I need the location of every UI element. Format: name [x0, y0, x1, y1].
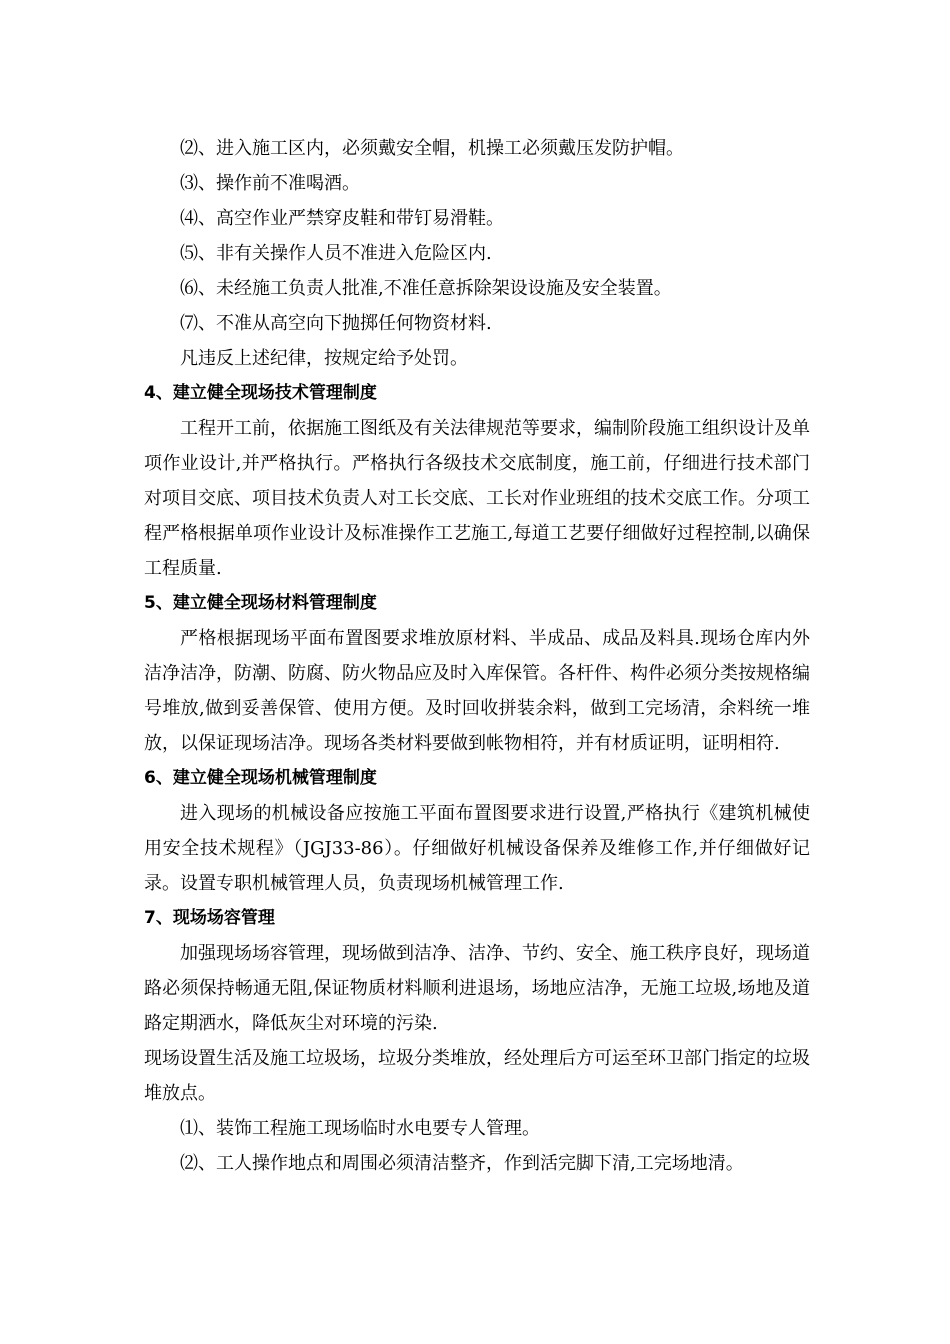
section-7-body: 加强现场场容管理，现场做到洁净、洁净、节约、安全、施工秩序良好，现场道路必须保持畅通无阻,保证物质材料顺利进退场，场地应洁净，无施工垃圾,场地及道路定期洒水，降低灰尘对环境的污染.	[144, 943, 810, 1034]
section-7-item-1: ⑴、装饰工程施工现场临时水电要专人管理。	[180, 1118, 540, 1139]
section-7-heading: 7、现场场容管理	[144, 908, 275, 928]
discipline-item-3: ⑶、操作前不准喝酒。	[180, 173, 360, 194]
discipline-item-5: ⑸、非有关操作人员不准进入危险区内.	[180, 243, 492, 264]
section-5-body: 严格根据现场平面布置图要求堆放原材料、半成品、成品及料具.现场仓库内外洁净洁净，防潮、防腐、防火物品应及时入库保管。各杆件、构件必须分类按规格编号堆放,做到妥善保管、使用方便。及时回收拼装余料，做到工完场清，余料统一堆放，以保证现场洁净。现场各类材料要做到帐物相符，并有材质证明，证明相符.	[144, 628, 810, 754]
section-4-heading: 4、建立健全现场技术管理制度	[144, 383, 377, 403]
section-4-body: 工程开工前，依据施工图纸及有关法律规范等要求，编制阶段施工组织设计及单项作业设计,并严格执行。严格执行各级技术交底制度，施工前，仔细进行技术部门对项目交底、项目技术负责人对工长交底、工长对作业班组的技术交底工作。分项工程严格根据单项作业设计及标准操作工艺施工,每道工艺要仔细做好过程控制,以确保工程质量.	[144, 418, 810, 579]
discipline-note: 凡违反上述纪律，按规定给予处罚。	[180, 348, 468, 369]
discipline-item-4: ⑷、高空作业严禁穿皮鞋和带钉易滑鞋。	[180, 208, 504, 229]
discipline-item-7: ⑺、不准从高空向下抛掷任何物资材料.	[180, 313, 492, 334]
section-6-body: 进入现场的机械设备应按施工平面布置图要求进行设置,严格执行《建筑机械使用安全技术规程》（JGJ33-86）。仔细做好机械设备保养及维修工作,并仔细做好记录。设置专职机械管理人员，负责现场机械管理工作.	[144, 803, 810, 894]
section-5-heading: 5、建立健全现场材料管理制度	[144, 593, 377, 613]
section-6-heading: 6、建立健全现场机械管理制度	[144, 768, 377, 788]
discipline-item-6: ⑹、未经施工负责人批准,不准任意拆除架设设施及安全装置。	[180, 278, 672, 299]
section-7-item-2: ⑵、工人操作地点和周围必须清洁整齐，作到活完脚下清,工完场地清。	[180, 1153, 744, 1174]
discipline-item-2: ⑵、进入施工区内，必须戴安全帽，机操工必须戴压发防护帽。	[180, 138, 684, 159]
section-7-body-2: 现场设置生活及施工垃圾场，垃圾分类堆放，经处理后方可运至环卫部门指定的垃圾堆放点。	[144, 1048, 810, 1104]
document-content	[144, 131, 810, 1181]
